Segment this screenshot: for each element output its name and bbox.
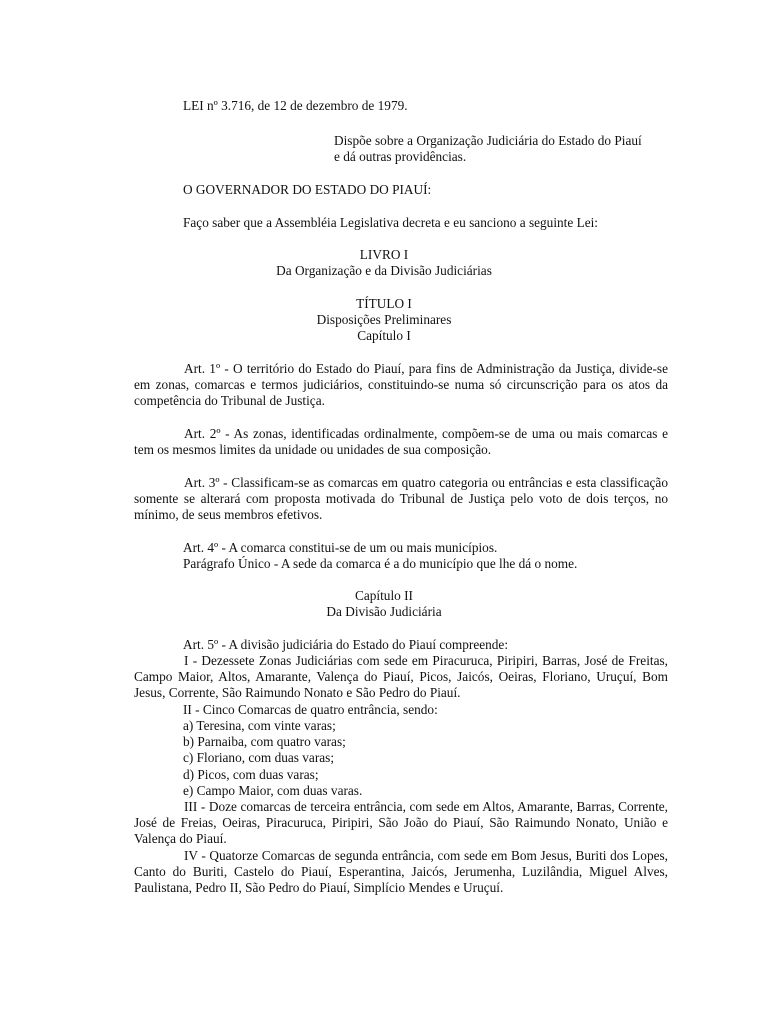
article-2: Art. 2º - As zonas, identificadas ordinalmente, compõem-se de uma ou mais comarcas e tem os mesmos limites da unidade ou unidades de sua composição. xyxy=(134,426,668,458)
livro-heading xyxy=(134,247,634,279)
article-1: Art. 1º - O território do Estado do Piauí, para fins de Administração da Justiça, divide-se em zonas, comarcas e termos judiciários, constituindo-se numa só circunscrição para os atos da competência do Tribunal de Justiça. xyxy=(134,361,668,409)
article-5-item-iii: III - Doze comarcas de terceira entrância, com sede em Altos, Amarante, Barras, Corrente, José de Freias, Oeiras, Piracuruca, Piripiri, São João do Piauí, São Raimundo Nonato, União e Valença do Piauí. xyxy=(134,799,668,847)
list-item: e) Campo Maior, com duas varas. xyxy=(183,782,363,798)
article-5: Art. 5º - A divisão judiciária do Estado do Piauí compreende: xyxy=(183,637,509,652)
titulo-title: Disposições Preliminares xyxy=(316,312,452,328)
livro-title: Da Organização e da Divisão Judiciárias xyxy=(276,263,492,279)
article-5-item-iv: IV - Quatorze Comarcas de segunda entrância, com sede em Bom Jesus, Buriti dos Lopes, Canto do Buriti, Castelo do Piauí, Esperantina, Jaicós, Jerumenha, Luzilândia, Miguel Alves, Paulistana, Pedro II, São Pedro do Piauí, Simplício Mendes e Uruçuí. xyxy=(134,848,668,896)
ementa-line-1: Dispõe sobre a Organização Judiciária do Estado do Piauí xyxy=(334,133,642,148)
article-4-paragraph: Parágrafo Único - A sede da comarca é a do município que lhe dá o nome. xyxy=(183,556,578,571)
list-item: b) Parnaiba, com quatro varas; xyxy=(183,734,346,750)
enactment-clause: Faço saber que a Assembléia Legislativa decreta e eu sanciono a seguinte Lei: xyxy=(183,215,598,230)
article-5-item-i: I - Dezessete Zonas Judiciárias com sede em Piracuruca, Piripiri, Barras, José de Freitas, Campo Maior, Altos, Amarante, Valença do Piauí, Picos, Jaicós, Oeiras, Floriano, Uruçuí, Bom Jesus, Corrente, São Raimundo Nonato e São Pedro do Piauí. xyxy=(134,653,668,701)
capitulo-1-heading: Capítulo I xyxy=(357,328,411,344)
ementa-line-2: e dá outras providências. xyxy=(334,149,467,165)
capitulo-2-heading xyxy=(134,588,634,620)
law-title: LEI nº 3.716, de 12 de dezembro de 1979. xyxy=(183,98,408,113)
titulo-number: TÍTULO I xyxy=(356,296,412,311)
list-item: a) Teresina, com vinte varas; xyxy=(183,718,336,733)
livro-number: LIVRO I xyxy=(359,247,409,262)
governor-heading: O GOVERNADOR DO ESTADO DO PIAUÍ: xyxy=(183,182,432,197)
capitulo-2-number: Capítulo II xyxy=(355,588,413,603)
ementa xyxy=(334,133,642,165)
article-5-item-ii: II - Cinco Comarcas de quatro entrância, sendo: xyxy=(183,702,438,717)
capitulo-2-title: Da Divisão Judiciária xyxy=(326,604,442,620)
list-item: c) Floriano, com duas varas; xyxy=(183,750,335,766)
article-3: Art. 3º - Classificam-se as comarcas em quatro categoria ou entrâncias e esta classificação somente se alterará com proposta motivada do Tribunal de Justiça pelo voto de dois terços, no mínimo, de seus membros efetivos. xyxy=(134,475,668,523)
list-item: d) Picos, com duas varas; xyxy=(183,766,319,782)
article-5-item-ii-list xyxy=(183,718,362,799)
titulo-heading xyxy=(134,296,634,345)
article-4: Art. 4º - A comarca constitui-se de um ou mais municípios. xyxy=(183,540,498,555)
